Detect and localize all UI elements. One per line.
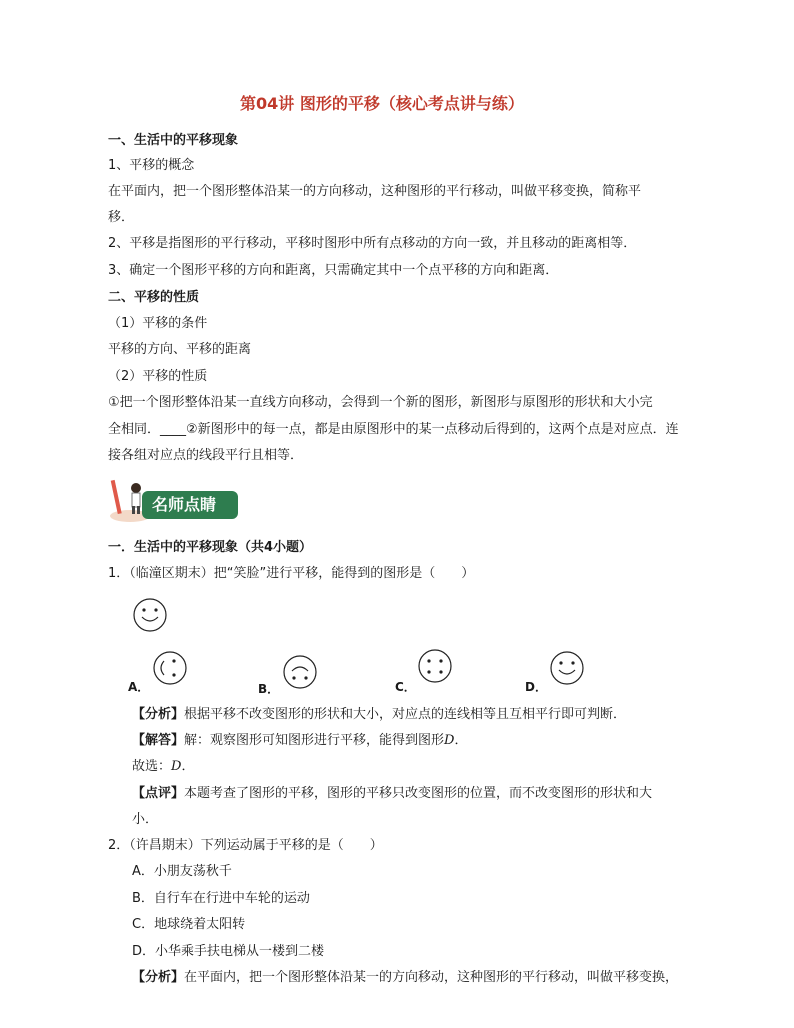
answer-tag: 【解答】 bbox=[132, 733, 185, 748]
q2-analysis-tag: 【分析】 bbox=[132, 970, 185, 985]
comment-tag: 【点评】 bbox=[132, 786, 185, 801]
banner-text: 名师点睛 bbox=[152, 495, 217, 514]
answer-text: 解：观察图形可知图形进行平移，能得到图形 bbox=[184, 733, 445, 748]
q1-stem: 1．（临潼区期末）把“笑脸”进行平移，能得到的图形是（ ） bbox=[108, 566, 475, 581]
page-title: 第04讲 图形的平移（核心考点讲与练） bbox=[240, 94, 524, 113]
option-a-face-icon bbox=[152, 650, 188, 686]
q1-comment bbox=[132, 784, 652, 804]
option-b-label: B． bbox=[258, 682, 280, 696]
q2-option-d: D．小华乘手扶电梯从一楼到二楼 bbox=[132, 944, 325, 959]
q2-analysis bbox=[132, 968, 678, 988]
property-line-1: ①把一个图形整体沿某一直线方向移动，会得到一个新的图形，新图形与原图形的形状和大小完 bbox=[108, 395, 653, 410]
concept-label: 1、平移的概念 bbox=[108, 158, 195, 173]
q2-analysis-text: 在平面内，把一个图形整体沿某一的方向移动，这种图形的平行移动，叫做平移变换， bbox=[184, 970, 679, 985]
property-line-2 bbox=[108, 420, 679, 440]
option-d-label: D． bbox=[525, 680, 547, 694]
choose-text: 故选： bbox=[132, 759, 172, 774]
point-3: 3、确定一个图形平移的方向和距离，只需确定其中一个点平移的方向和距离． bbox=[108, 263, 559, 278]
property-text-b: ②新图形中的每一点，都是由原图形中的某一点移动后得到的，这两个点是对应点．连 bbox=[186, 422, 679, 437]
q2-stem: 2．（许昌期末）下列运动属于平移的是（ ） bbox=[108, 838, 383, 853]
property-line-3: 接各组对应点的线段平行且相等． bbox=[108, 448, 304, 463]
q1-comment-line-2: 小． bbox=[132, 812, 159, 827]
answer-end: ． bbox=[454, 733, 468, 748]
q2-option-c: C．地球绕着太阳转 bbox=[132, 917, 246, 932]
analysis-tag: 【分析】 bbox=[132, 707, 185, 722]
section-heading-1: 一、生活中的平移现象 bbox=[108, 133, 239, 148]
property-label: （2）平移的性质 bbox=[108, 369, 208, 384]
choose-letter: D bbox=[171, 759, 182, 774]
condition-label: （1）平移的条件 bbox=[108, 316, 208, 331]
practice-heading: 一．生活中的平移现象（共4小题） bbox=[108, 540, 313, 555]
smiley-original-icon bbox=[132, 597, 168, 633]
option-c-face-icon bbox=[417, 648, 453, 684]
concept-line-1: 在平面内，把一个图形整体沿某一的方向移动，这种图形的平行移动，叫做平移变换，简称平 bbox=[108, 184, 642, 199]
q1-choose bbox=[132, 757, 194, 777]
q2-option-a: A．小朋友荡秋千 bbox=[132, 864, 232, 879]
teacher-banner bbox=[108, 476, 238, 524]
comment-text: 本题考查了图形的平移，图形的平移只改变图形的位置，而不改变图形的形状和大 bbox=[184, 786, 653, 801]
analysis-text: 根据平移不改变图形的形状和大小，对应点的连线相等且互相平行即可判断． bbox=[184, 707, 627, 722]
section-heading-2: 二、平移的性质 bbox=[108, 290, 200, 305]
point-2: 2、平移是指图形的平行移动，平移时图形中所有点移动的方向一致，并且移动的距离相等． bbox=[108, 236, 637, 251]
concept-line-2: 移． bbox=[108, 210, 135, 225]
choose-end: ． bbox=[181, 759, 195, 774]
answer-letter: D bbox=[444, 733, 455, 748]
option-d-face-icon bbox=[549, 650, 585, 686]
q1-answer bbox=[132, 731, 467, 751]
property-text-a: 全相同． bbox=[108, 422, 161, 437]
q2-option-b: B．自行车在行进中车轮的运动 bbox=[132, 891, 310, 906]
option-b-face-icon bbox=[282, 654, 318, 690]
option-c-label: C． bbox=[395, 680, 416, 694]
q1-analysis bbox=[132, 705, 626, 725]
blank: ____ bbox=[160, 422, 187, 437]
option-a-label: A． bbox=[128, 680, 150, 694]
condition-text: 平移的方向、平移的距离 bbox=[108, 342, 252, 357]
